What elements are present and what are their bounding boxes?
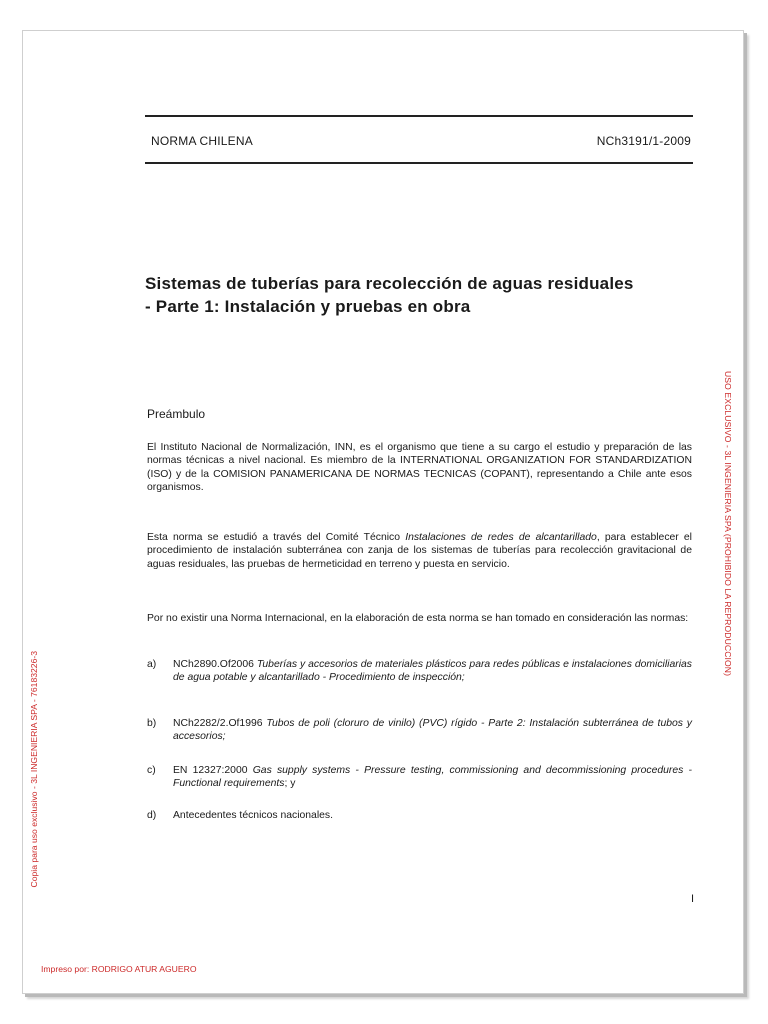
paragraph-1: El Instituto Nacional de Normalización, INN, es el organismo que tiene a su cargo el estudio y preparación de las normas técnicas a nivel nacional. Es miembro de la INTERNATIONAL ORGANIZATION FOR STANDARDIZATION (ISO) y de la COMISION PANAMERICANA DE NORMAS TECNICAS (COPANT), representando a Chile ante esos organismos.: [147, 442, 692, 494]
preambulo-heading: Preámbulo: [147, 407, 206, 421]
list-item-ref: EN 12327:2000: [173, 765, 253, 776]
document-title: [145, 272, 705, 318]
title-line-2: - Parte 1: Instalación y pruebas en obra: [145, 297, 471, 316]
list-item-ref: NCh2282/2.Of1996: [173, 718, 267, 729]
paragraph-2-start: Esta norma se estudió a través del Comité Técnico: [147, 532, 406, 543]
list-item-text: [173, 809, 692, 822]
list-item-title: Gas supply systems - Pressure testing, commissioning and decommissioning procedures - Functional requirements: [173, 765, 693, 790]
page-number: I: [691, 893, 695, 905]
list-item-label: c): [147, 765, 156, 776]
list-item-ref: Antecedentes técnicos nacionales.: [173, 810, 334, 821]
right-watermark: USO EXCLUSIVO - 3L INGENIERIA SPA (PROHIBIDO LA REPRODUCCION): [723, 371, 733, 677]
list-item-label: a): [147, 659, 157, 670]
list-item-label: b): [147, 718, 157, 729]
header-top-rule: [145, 115, 693, 117]
paragraph-2-end: , para establecer el procedimiento de instalación subterránea con zanja de los sistemas de tuberías para recolección gravitacional de aguas residuales, las pruebas de hermeticidad en terreno y puesta en servicio.: [147, 532, 692, 570]
left-watermark: Copia para uso exclusivo - 3L INGENIERIA SPA - 76183226-3: [29, 651, 39, 888]
header-bottom-rule: [145, 162, 693, 164]
list-item-title: Tuberías y accesorios de materiales plásticos para redes públicas e instalaciones domiciliarias de agua potable y alcantarillado - Procedimiento de inspección;: [173, 659, 692, 684]
norm-code: NCh3191/1-2009: [596, 134, 691, 148]
list-item-text: [173, 764, 692, 791]
norm-label: NORMA CHILENA: [151, 134, 253, 148]
title-line-1: Sistemas de tuberías para recolección de aguas residuales: [145, 274, 634, 293]
list-item-text: [173, 717, 692, 744]
paragraph-2: [147, 531, 692, 571]
printed-by-stamp: Impreso por: RODRIGO ATUR AGUERO: [41, 964, 197, 974]
list-item-ref: NCh2890.Of2006: [173, 659, 257, 670]
paragraph-3: Por no existir una Norma Internacional, en la elaboración de esta norma se han tomado en consideración las normas:: [147, 613, 689, 624]
list-item-label: d): [147, 810, 157, 821]
list-item-tail: ; y: [284, 778, 296, 790]
document-page: [22, 30, 744, 994]
committee-name: Instalaciones de redes de alcantarillado: [405, 532, 597, 543]
list-item-text: [173, 658, 692, 685]
list-item-title: Tubos de poli (cloruro de vinilo) (PVC) rígido - Parte 2: Instalación subterránea de tubos y accesorios;: [173, 718, 692, 743]
